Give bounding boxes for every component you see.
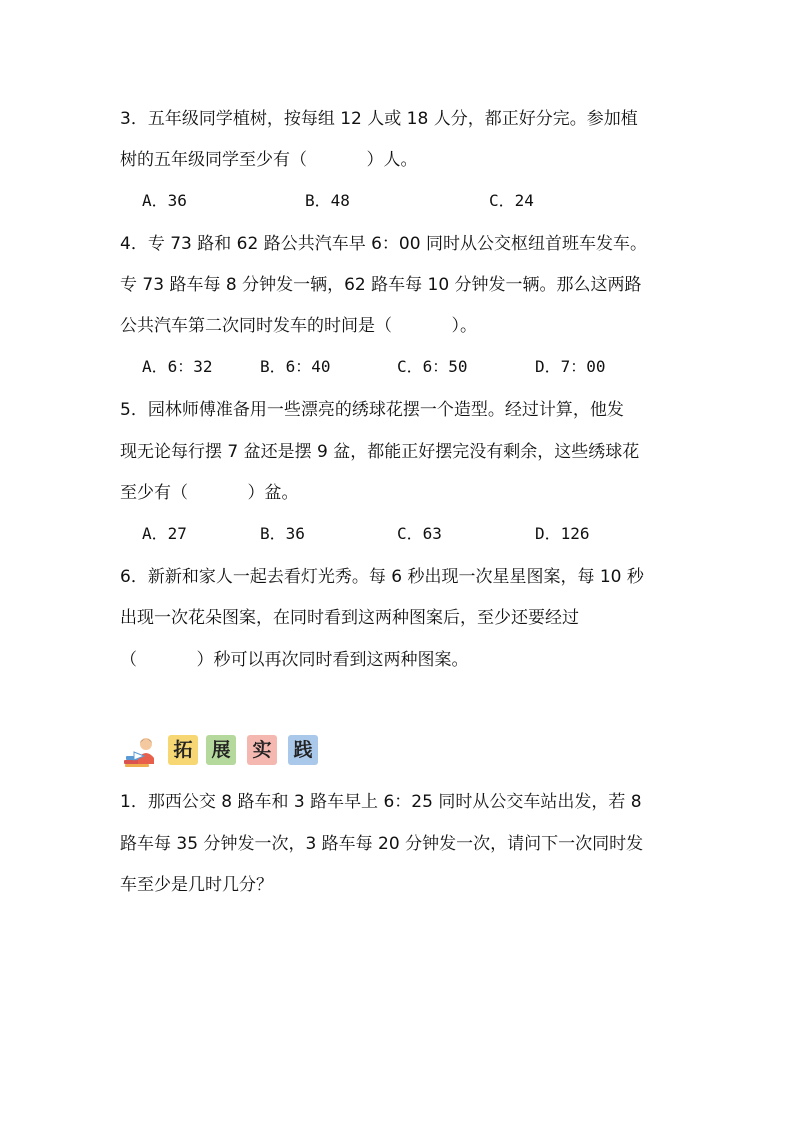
- section-title-char-2: 展: [206, 735, 236, 765]
- option-c: C．24: [489, 191, 534, 210]
- option-d: D．7：00: [535, 357, 606, 376]
- section-title-char-1: 拓: [168, 735, 198, 765]
- question-3-line-1: 3．五年级同学植树，按每组 12 人或 18 人分，都正好分完。参加植: [120, 109, 638, 129]
- question-4-line-2: 专 73 路车每 8 分钟发一辆，62 路车每 10 分钟发一辆。那么这两路: [120, 275, 642, 295]
- option-d: D．126: [535, 524, 590, 543]
- section-title-char-3: 实: [247, 735, 277, 765]
- section-title-char-4: 践: [288, 735, 318, 765]
- question-5-line-2: 现无论每行摆 7 盆还是摆 9 盆，都能正好摆完没有剩余，这些绣球花: [120, 442, 640, 462]
- question-4-line-3: 公共汽车第二次同时发车的时间是（ ）。: [120, 316, 477, 336]
- option-b: B．6：40: [260, 357, 331, 376]
- question-6-line-3: （ ）秒可以再次同时看到这两种图案。: [120, 650, 469, 670]
- question-6-line-1: 6．新新和家人一起去看灯光秀。每 6 秒出现一次星星图案，每 10 秒: [120, 567, 644, 587]
- option-b: B．36: [260, 524, 305, 543]
- option-a: A．27: [142, 524, 187, 543]
- question-5-line-3: 至少有（ ）盆。: [120, 483, 299, 503]
- option-c: C．63: [397, 524, 442, 543]
- option-c: C．6：50: [397, 357, 468, 376]
- question-6-line-2: 出现一次花朵图案，在同时看到这两种图案后，至少还要经过: [120, 608, 579, 628]
- question-4-line-1: 4．专 73 路和 62 路公共汽车早 6：00 同时从公交枢纽首班车发车。: [120, 234, 647, 254]
- option-a: A．36: [142, 191, 187, 210]
- option-b: B．48: [305, 191, 350, 210]
- practice-line-1: 1．那西公交 8 路车和 3 路车早上 6：25 同时从公交车站出发，若 8: [120, 792, 642, 812]
- reading-child-icon: [122, 734, 158, 770]
- option-a: A．6：32: [142, 357, 213, 376]
- practice-line-2: 路车每 35 分钟发一次，3 路车每 20 分钟发一次，请问下一次同时发: [120, 834, 644, 854]
- question-3-line-2: 树的五年级同学至少有（ ）人。: [120, 150, 418, 170]
- question-5-line-1: 5．园林师傅准备用一些漂亮的绣球花摆一个造型。经过计算，他发: [120, 400, 624, 420]
- practice-line-3: 车至少是几时几分？: [120, 875, 273, 895]
